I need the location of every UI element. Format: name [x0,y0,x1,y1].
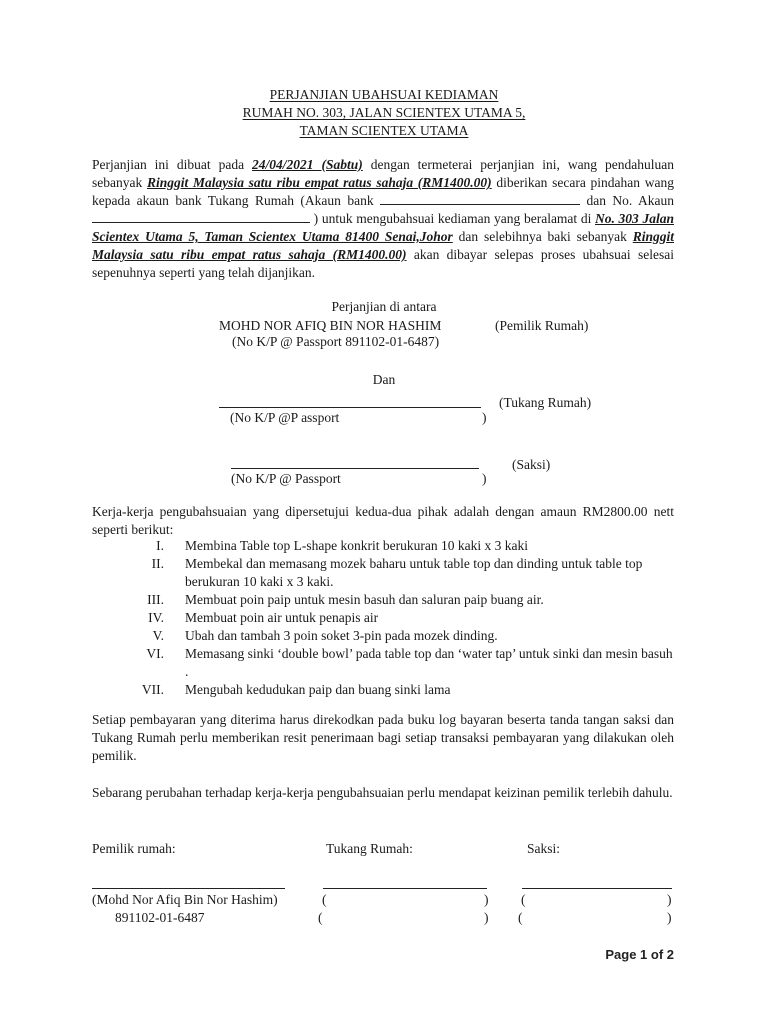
intro-text: dan No. Akaun [580,193,674,208]
payment-record-paragraph: Setiap pembayaran yang diterima harus direkodkan pada buku log bayaran beserta tanda tangan saksi dan Tukang Rumah perlu memberikan resit penerimaan bagi setiap transaksi pembayaran yang dilakukan oleh pemilik. [92,712,674,763]
work-item-number: II. [151,556,164,571]
advance-amount: Ringgit Malaysia satu ribu empat ratus sahaja (RM1400.00) [146,175,492,190]
owner-id: (No K/P @ Passport 891102-01-6487) [232,334,440,349]
work-item-number: IV. [148,610,164,625]
work-item-text: Membekal dan memasang mozek baharu untuk table top dan dinding untuk table top berukuran 10 kaki x 3 kaki. [185,556,643,589]
contractor-id-close-paren: ) [484,910,489,925]
intro-text: diberikan secara pindahan wang kepada akaun bank Tukang Rumah (Akaun bank [92,175,674,208]
work-item-text: Ubah dan tambah 3 poin soket 3-pin pada mozek dinding. [185,628,498,643]
witness-signature-line [231,468,479,469]
work-item [92,681,674,699]
contractor-name-open: ( [322,892,327,907]
owner-final-name: (Mohd Nor Afiq Bin Nor Hashim) [92,892,278,907]
contractor-signature-line [219,407,481,408]
document-title [0,86,768,140]
title-line-3: TAMAN SCIENTEX UTAMA [299,123,469,138]
witness-id-close: ) [482,471,487,486]
work-item [92,591,674,609]
work-item-text: Membuat poin paip untuk mesin basuh dan saluran paip buang air. [185,592,544,607]
witness-id: (No K/P @ Passport [231,471,341,486]
page-number: Page 1 of 2 [605,947,674,962]
witness-final-signature-line [522,888,672,889]
work-item [92,555,674,591]
witness-name-open: ( [521,892,526,907]
work-item-number: VII. [141,682,164,697]
owner-role: (Pemilik Rumah) [495,318,589,333]
witness-role: (Saksi) [512,457,551,472]
agreement-date: 24/04/2021 (Sabtu) [252,157,363,172]
between-label: Perjanjian di antara [331,299,437,314]
title-line-2: RUMAH NO. 303, JALAN SCIENTEX UTAMA 5, [242,105,526,120]
contractor-id-open: ( [318,910,323,925]
work-item [92,645,674,681]
witness-id-close-paren: ) [667,910,672,925]
intro-paragraph [92,156,674,282]
intro-text: ) untuk mengubahsuai kediaman yang beralamat di [310,211,596,226]
work-item-text: Membina Table top L-shape konkrit berukuran 10 kaki x 3 kaki [185,538,528,553]
intro-text: dengan termeterai perjanjian ini, wang pendahuluan sebanyak [92,157,674,190]
works-intro: Kerja-kerja pengubahsuaian yang dipersetujui kedua-dua pihak adalah dengan amaun RM2800.00 nett seperti berikut: [92,504,674,537]
work-item-text: Mengubah kedudukan paip dan buang sinki lama [185,682,451,697]
and-label: Dan [372,372,396,387]
account-number-blank [92,210,310,223]
work-item-text: Memasang sinki ‘double bowl’ pada table top dan ‘water tap’ untuk sinki dan mesin basuh . [185,646,673,679]
works-list [92,537,674,699]
work-item-number: III. [147,592,164,607]
contractor-id: (No K/P @P assport [230,410,340,425]
contractor-id-close: ) [482,410,487,425]
work-item-text: Membuat poin air untuk penapis air [185,610,379,625]
work-item [92,537,674,555]
contractor-signature-label: Tukang Rumah: [326,841,413,856]
work-item [92,627,674,645]
contractor-role: (Tukang Rumah) [499,395,592,410]
witness-id-open: ( [518,910,523,925]
owner-final-id: 891102-01-6487 [115,910,205,925]
owner-name: MOHD NOR AFIQ BIN NOR HASHIM [219,318,442,333]
intro-text: dan selebihnya baki sebanyak [452,229,633,244]
intro-text: Perjanjian ini dibuat pada [92,157,253,172]
title-line-1: PERJANJIAN UBAHSUAI KEDIAMAN [269,87,499,102]
changes-paragraph: Sebarang perubahan terhadap kerja-kerja pengubahsuaian perlu mendapat keizinan pemilik terlebih dahulu. [92,785,673,800]
work-item-number: I. [156,538,164,553]
work-item [92,609,674,627]
intro-text: akan dibayar selepas proses ubahsuai selesai sepenuhnya seperti yang telah dijanjikan. [92,247,674,280]
work-item-number: VI. [146,646,164,661]
balance-amount: Ringgit Malaysia satu ribu empat ratus sahaja (RM1400.00) [92,229,674,262]
witness-name-close: ) [667,892,672,907]
contractor-final-signature-line [323,888,487,889]
property-address: No. 303 Jalan Scientex Utama 5, Taman Scientex Utama 81400 Senai,Johor [92,211,674,244]
owner-signature-label: Pemilik rumah: [92,841,176,856]
work-item-number: V. [152,628,164,643]
owner-final-signature-line [92,888,285,889]
bank-name-blank [380,192,580,205]
witness-signature-label: Saksi: [527,841,561,856]
contractor-name-close: ) [484,892,489,907]
